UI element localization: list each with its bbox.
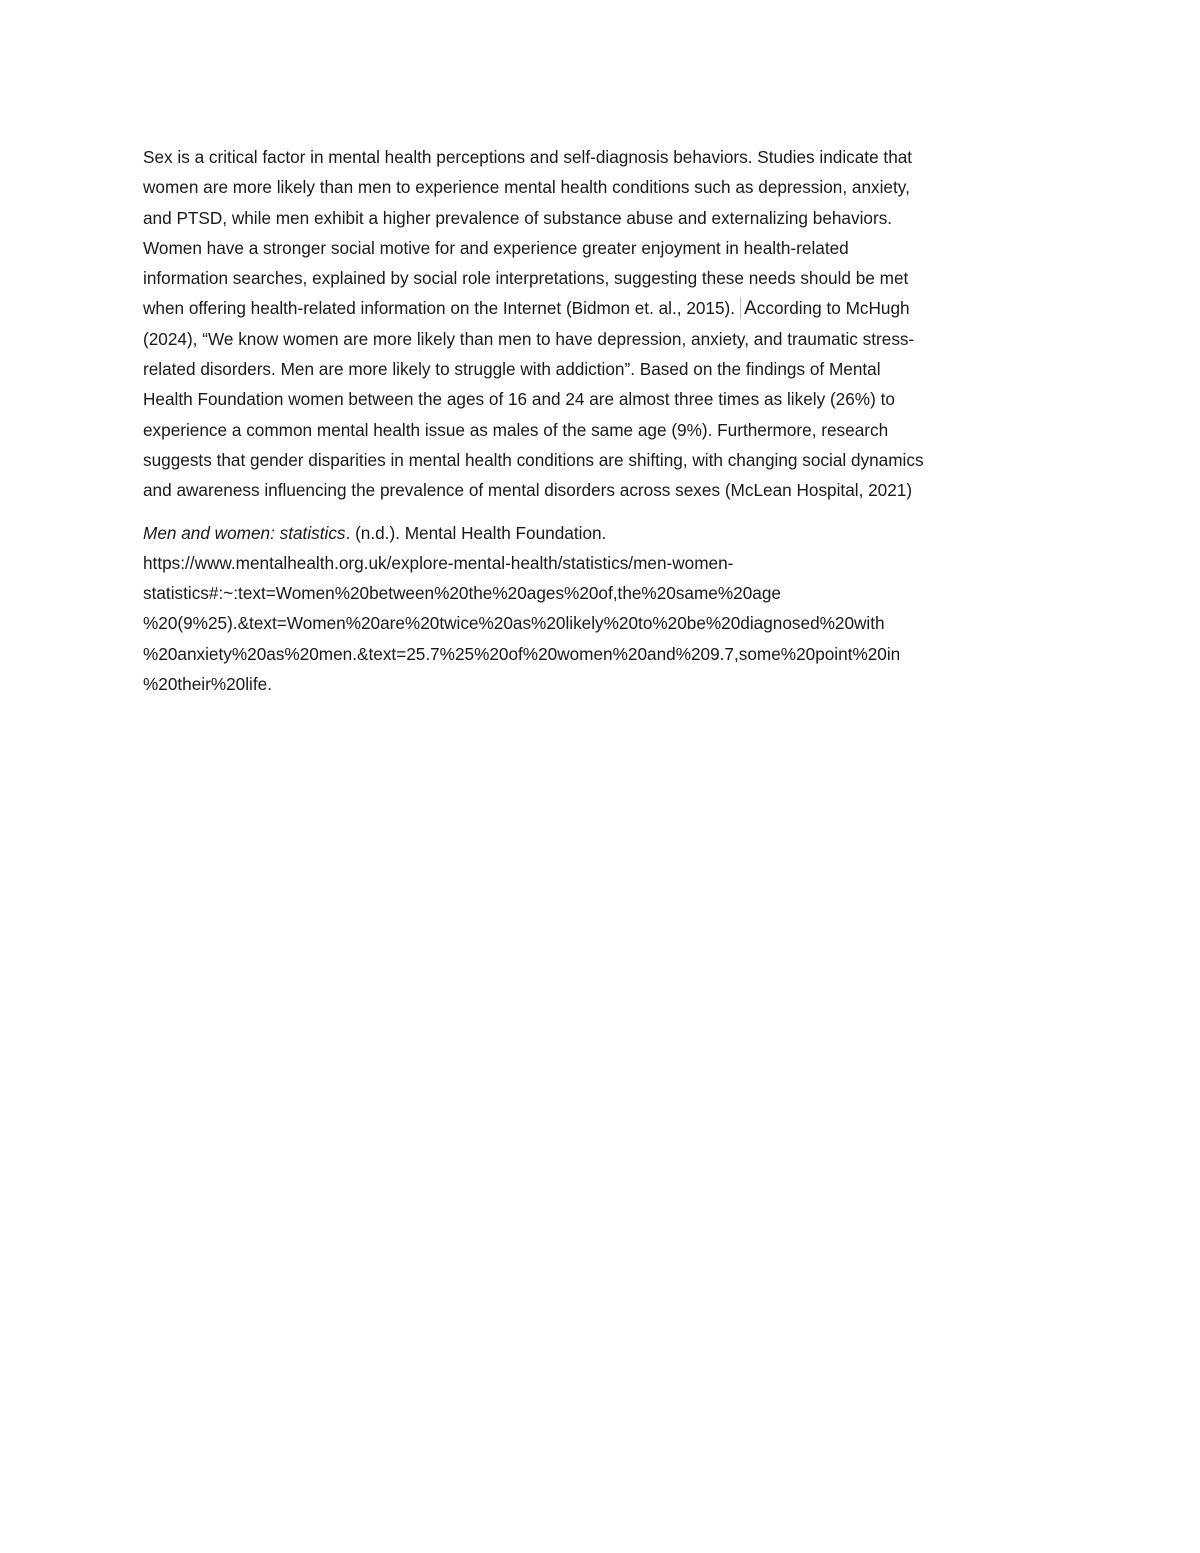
- enlarged-letter: A: [744, 298, 757, 320]
- text-cursor: [740, 297, 741, 319]
- paragraph-line: information searches, explained by social role interpretations, suggesting these needs should be met: [143, 268, 909, 289]
- body-paragraph: [143, 142, 1063, 506]
- line-segment: ccording to McHugh: [756, 298, 910, 319]
- paragraph-line: and awareness influencing the prevalence of mental disorders across sexes (McLean Hospital, 2021): [143, 480, 913, 501]
- paragraph-line: experience a common mental health issue as males of the same age (9%). Furthermore, research: [143, 419, 889, 440]
- document-body: [143, 142, 1063, 699]
- paragraph-line: Women have a stronger social motive for and experience greater enjoyment in health-related: [143, 237, 849, 258]
- paragraph-line: (2024), “We know women are more likely than men to have depression, anxiety, and traumatic stress-: [143, 328, 915, 349]
- paragraph-line: and PTSD, while men exhibit a higher prevalence of substance abuse and externalizing behaviors.: [143, 207, 893, 228]
- reference-entry: [143, 518, 1063, 700]
- paragraph-line: Health Foundation women between the ages of 16 and 24 are almost three times as likely (26%) to: [143, 389, 895, 410]
- line-segment: when offering health-related information on the Internet (Bidmon et. al., 2015).: [143, 298, 736, 319]
- reference-title: Men and women: statistics: [143, 522, 346, 543]
- paragraph-line: Sex is a critical factor in mental health perceptions and self-diagnosis behaviors. Studies indicate that: [143, 147, 913, 167]
- paragraph-line: related disorders. Men are more likely to struggle with addiction”. Based on the findings of Mental: [143, 359, 881, 380]
- paragraph-line: [143, 293, 1063, 323]
- reference-url-line: https://www.mentalhealth.org.uk/explore-mental-health/statistics/men-women-: [143, 552, 734, 573]
- reference-line: [143, 518, 1063, 548]
- paragraph-line: women are more likely than men to experience mental health conditions such as depression, anxiety,: [143, 177, 910, 198]
- reference-url-line: %20their%20life.: [143, 674, 272, 695]
- reference-url-line: statistics#:~:text=Women%20between%20the%20ages%20of,the%20same%20age: [143, 583, 781, 604]
- reference-url-line: %20anxiety%20as%20men.&text=25.7%25%20of%20women%20and%209.7,some%20point%20in: [143, 643, 901, 664]
- reference-url-line: %20(9%25).&text=Women%20are%20twice%20as%20likely%20to%20be%20diagnosed%20with: [143, 613, 885, 634]
- reference-source: . (n.d.). Mental Health Foundation.: [345, 522, 607, 543]
- paragraph-line: suggests that gender disparities in mental health conditions are shifting, with changing social dynamics: [143, 449, 924, 470]
